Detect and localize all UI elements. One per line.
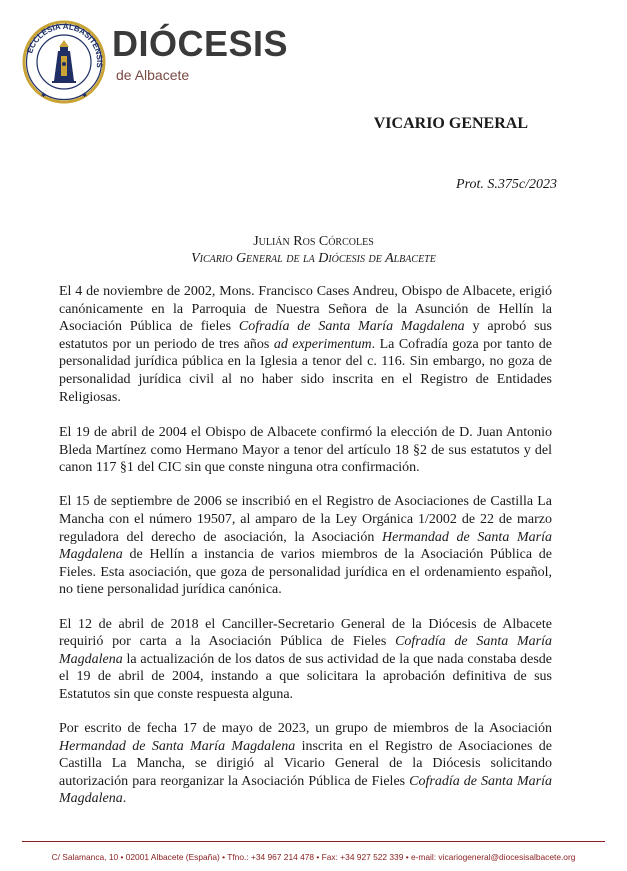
italic-text: ad experimentum: [273, 336, 372, 352]
paragraph-text: inscrita en el Registro de Asociaciones de Castilla La Mancha, se dirigió al Vicario General de la Diócesis solicitando autorización para reorganizar la Asociación Pública de Fieles: [59, 738, 552, 789]
paragraph-text: .: [122, 791, 127, 807]
body-paragraph: [59, 493, 552, 599]
body-paragraph: [59, 283, 552, 406]
paragraph-text: de Hellín a instancia de varios miembros de la Asociación Pública de Fieles. Esta asociación, que goza de personalidad jurídica en el ordenamiento español, no tiene personalidad jurídica canónica.: [59, 547, 552, 598]
paragraph-text: y aprobó sus estatutos por un periodo de tres años: [59, 319, 552, 352]
letterhead-subname: de Albacete: [116, 67, 190, 83]
document-body: [59, 283, 552, 824]
paragraph-text: El 12 de abril de 2018 el Canciller-Secretario General de la Diócesis de Albacete requirió por carta a la Asociación Pública de Fieles: [59, 616, 552, 650]
seal-text: ECCLESIA ALBASITENSIS: [25, 21, 105, 69]
protocol-number: Prot. S.375c/2023: [456, 177, 557, 192]
signer-name: Julián Ros Córcoles: [253, 234, 374, 249]
italic-text: Hermandad de Santa María Magdalena: [59, 529, 552, 563]
letterhead-name: DIÓCESIS: [112, 23, 289, 64]
paragraph-text: Por escrito de fecha 17 de mayo de 2023, un grupo de miembros de la Asociación: [59, 720, 552, 736]
office-title: VICARIO GENERAL: [373, 115, 528, 132]
italic-text: Cofradía de Santa María Magdalena: [59, 634, 552, 667]
paragraph-text: El 4 de noviembre de 2002, Mons. Francisco Cases Andreu, Obispo de Albacete, erigió canónicamente en la Parroquia de Nuestra Señora de la Asunción de Hellín la Asociación Pública de fieles: [59, 284, 552, 335]
body-paragraph: [59, 720, 552, 808]
svg-text:✱: ✱: [82, 92, 88, 99]
svg-text:✱: ✱: [41, 92, 47, 99]
paragraph-text: El 15 de septiembre de 2006 se inscribió en el Registro de Asociaciones de Castilla La Mancha con el número 19507, al amparo de la Ley Orgánica 1/2002 de 22 de marzo reguladora del derecho de asociación, la Asociación: [59, 494, 552, 545]
italic-text: Cofradía de Santa María Magdalena: [59, 773, 553, 807]
signer-title: Vicario General de la Diócesis de Albacete: [191, 251, 436, 266]
diocese-seal-logo: [22, 20, 106, 104]
italic-text: Hermandad de Santa María Magdalena: [59, 738, 296, 754]
paragraph-text: la actualización de los datos de sus actividad de la que nada constaba desde el 19 de abril de 2004, instando a que solicitara la aprobación definitiva de sus Estatutos sin que conste respuesta alguna.: [59, 651, 552, 702]
footer-contact: C/ Salamanca, 10 • 02001 Albacete (España) • Tfno.: +34 967 214 478 • Fax: +34 927 522 339 • e-mail: vicariogeneral@diocesisalbacete.org: [51, 852, 576, 862]
paragraph-text: El 19 de abril de 2004 el Obispo de Albacete confirmó la elección de D. Juan Antonio Bleda Martínez como Hermano Mayor a tenor del artículo 18 §2 de sus estatutos y del canon 117 §1 del CIC sin que conste ninguna otra confirmación.: [59, 425, 552, 476]
footer-divider: [22, 841, 605, 842]
body-paragraph: [59, 616, 552, 704]
body-paragraph: [59, 424, 552, 477]
italic-text: Cofradía de Santa María Magdalena: [238, 319, 465, 335]
paragraph-text: . La Cofradía goza por tanto de personalidad jurídica pública en la Iglesia a tenor del c. 116. Sin embargo, no goza de personalidad jurídica civil al no haber sido inscrita en el Registro de Entidades Religiosas.: [59, 336, 552, 405]
